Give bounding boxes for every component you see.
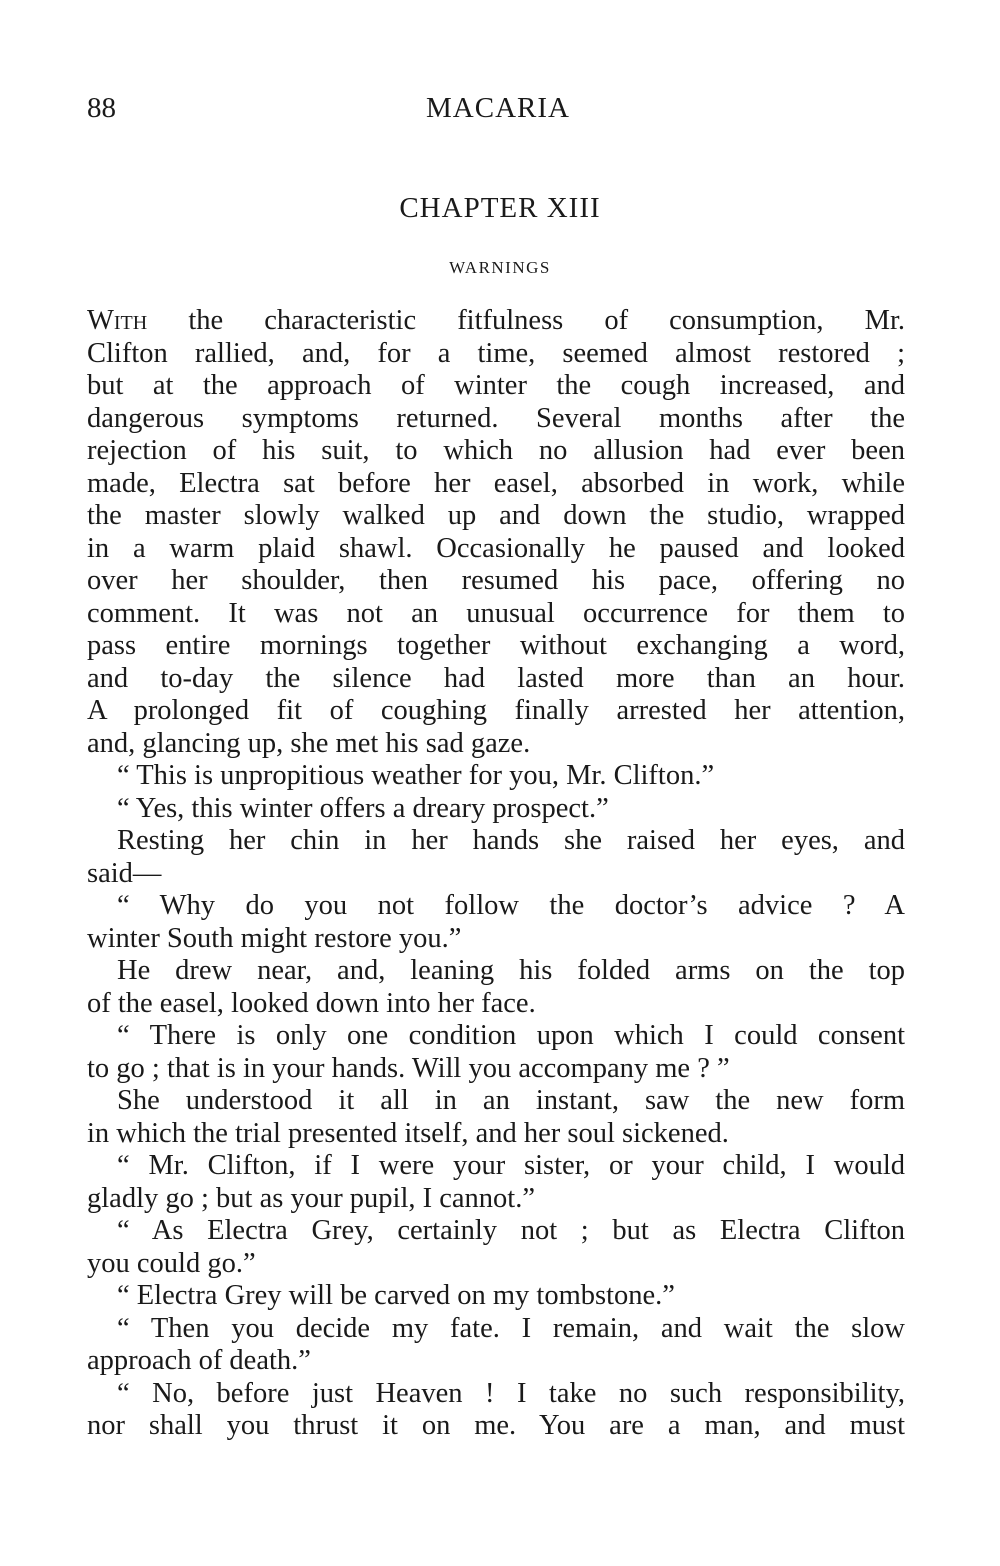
text-line: said—: [87, 857, 162, 889]
body-text: [87, 305, 905, 1443]
text-line: “ No, before just Heaven ! I take no such responsibility,: [117, 1377, 905, 1409]
text-line: He drew near, and, leaning his folded arms on the top: [117, 955, 905, 986]
text-line: winter South might restore you.”: [87, 922, 462, 954]
text-line: “ Yes, this winter offers a dreary prospect.”: [117, 792, 609, 824]
text-line: “ There is only one condition upon which I could consent: [117, 1020, 905, 1051]
text-line: of the easel, looked down into her face.: [87, 987, 536, 1019]
text-line: [87, 305, 905, 338]
text-line: in a warm plaid shawl. Occasionally he paused and looked: [87, 532, 905, 564]
running-title: MACARIA: [426, 92, 570, 124]
text-line: rejection of his suit, to which no allusion had ever been: [87, 435, 905, 466]
page-header: [87, 86, 907, 130]
text-line: Resting her chin in her hands she raised her eyes, and: [117, 825, 905, 856]
text-line: pass entire mornings together without exchanging a word,: [87, 630, 905, 661]
text-line: gladly go ; but as your pupil, I cannot.”: [87, 1182, 535, 1214]
text-line: the master slowly walked up and down the studio, wrapped: [87, 500, 905, 531]
text-line: dangerous symptoms returned. Several months after the: [87, 402, 905, 434]
text-line: “ Why do you not follow the doctor’s advice ? A: [117, 890, 905, 921]
text-line: to go ; that is in your hands. Will you accompany me ? ”: [87, 1052, 730, 1084]
text-line: over her shoulder, then resumed his pace, offering no: [87, 565, 905, 596]
text-line: Clifton rallied, and, for a time, seemed almost restored ;: [87, 337, 905, 369]
text-line: nor shall you thrust it on me. You are a man, and must: [87, 1410, 905, 1441]
text-line: approach of death.”: [87, 1345, 311, 1376]
text-line: but at the approach of winter the cough increased, and: [87, 370, 905, 401]
text-line: “ Then you decide my fate. I remain, and wait the slow: [117, 1312, 905, 1344]
text-line: in which the trial presented itself, and her soul sickened.: [87, 1117, 729, 1149]
text-line: you could go.”: [87, 1247, 256, 1279]
text-line: “ Electra Grey will be carved on my tombstone.”: [117, 1280, 675, 1311]
text-line: “ This is unpropitious weather for you, Mr. Clifton.”: [117, 760, 715, 791]
text-line: A prolonged fit of coughing finally arrested her attention,: [87, 695, 905, 726]
page-number: 88: [87, 92, 116, 124]
chapter-title: CHAPTER XIII: [399, 192, 601, 224]
text-line: She understood it all in an instant, saw the new form: [117, 1085, 905, 1116]
text-line: and, glancing up, she met his sad gaze.: [87, 727, 531, 759]
chapter-subtitle: WARNINGS: [449, 258, 551, 277]
text-line: comment. It was not an unusual occurrence for them to: [87, 597, 905, 629]
text-line: made, Electra sat before her easel, absorbed in work, while: [87, 467, 905, 499]
text-line-content: the characteristic fitfulness of consumption, Mr.: [147, 305, 905, 336]
drop-word: With: [87, 305, 148, 336]
text-line: “ Mr. Clifton, if I were your sister, or your child, I would: [117, 1150, 905, 1181]
text-line: “ As Electra Grey, certainly not ; but as Electra Clifton: [117, 1215, 905, 1246]
text-line: and to-day the silence had lasted more than an hour.: [87, 662, 905, 694]
